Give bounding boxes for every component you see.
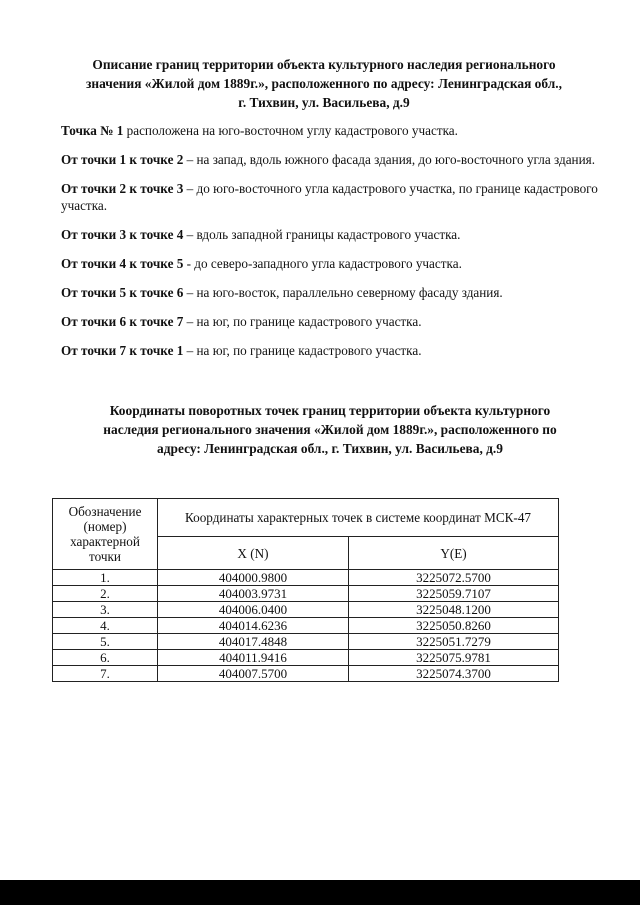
x-coordinate: 404017.4848 [158,634,349,650]
y-coordinate: 3225050.8260 [349,618,559,634]
paragraph-text: – до юго-восточного угла кадастрового участка, по границе кадастрового участка. [61,181,598,213]
table-row [53,586,559,602]
point-number: 3. [53,602,158,618]
x-coordinate: 404011.9416 [158,650,349,666]
y-coordinate: 3225059.7107 [349,586,559,602]
table-row [53,602,559,618]
point-number: 2. [53,586,158,602]
scan-border [0,880,640,905]
coordinates-heading [52,401,608,458]
point-designation-header: Обозначение (номер) характерной точки [53,499,158,570]
paragraph-text: – на юг, по границе кадастрового участка. [183,343,422,358]
paragraph-lead: От точки 3 к точке 4 [61,227,184,242]
paragraph-text: - до северо-западного угла кадастрового участка. [183,256,462,271]
point-number: 4. [53,618,158,634]
paragraph-lead: От точки 6 к точке 7 [61,314,184,329]
paragraph-text: – вдоль западной границы кадастрового участка. [183,227,461,242]
x-coordinate: 404003.9731 [158,586,349,602]
paragraph-lead: От точки 4 к точке 5 [61,256,184,271]
paragraph-lead: От точки 7 к точке 1 [61,343,184,358]
paragraph-lead: Точка № 1 [61,123,124,138]
coordinates-system-header: Координаты характерных точек в системе координат МСК-47 [158,499,559,537]
table-header-row [53,499,559,537]
boundary-description-list [61,122,606,371]
heading-line: наследия регионального значения «Жилой дом 1889г.», расположенного по [103,422,557,437]
y-coordinate: 3225072.5700 [349,570,559,586]
boundary-paragraph [61,122,606,139]
y-coordinate: 3225074.3700 [349,666,559,682]
table-row [53,634,559,650]
x-coordinate: 404007.5700 [158,666,349,682]
paragraph-text: – на запад, вдоль южного фасада здания, до юго-восточного угла здания. [183,152,596,167]
paragraph-text: – на юго-восток, параллельно северному фасаду здания. [183,285,503,300]
table-row [53,618,559,634]
x-coordinate: 404014.6236 [158,618,349,634]
point-number: 1. [53,570,158,586]
paragraph-text: – на юг, по границе кадастрового участка. [183,314,422,329]
boundary-paragraph [61,226,606,243]
boundary-paragraph [61,151,606,168]
boundary-paragraph [61,342,606,359]
y-column-header: Y(E) [349,537,559,570]
heading-line: адресу: Ленинградская обл., г. Тихвин, ул. Васильева, д.9 [157,441,503,456]
point-number: 5. [53,634,158,650]
table-row [53,570,559,586]
boundary-description-heading [40,55,608,112]
boundary-paragraph [61,313,606,330]
boundary-paragraph [61,180,606,214]
heading-line: г. Тихвин, ул. Васильева, д.9 [238,95,410,110]
boundary-paragraph [61,255,606,272]
point-number: 7. [53,666,158,682]
y-coordinate: 3225051.7279 [349,634,559,650]
table-row [53,650,559,666]
coordinates-table [52,498,559,682]
x-coordinate: 404006.0400 [158,602,349,618]
point-number: 6. [53,650,158,666]
paragraph-lead: От точки 2 к точке 3 [61,181,184,196]
paragraph-lead: От точки 1 к точке 2 [61,152,184,167]
heading-line: значения «Жилой дом 1889г.», расположенного по адресу: Ленинградская обл., [86,76,562,91]
heading-line: Описание границ территории объекта культурного наследия регионального [92,57,556,72]
boundary-paragraph [61,284,606,301]
x-coordinate: 404000.9800 [158,570,349,586]
paragraph-text: расположена на юго-восточном углу кадастрового участка. [123,123,458,138]
x-column-header: X (N) [158,537,349,570]
y-coordinate: 3225075.9781 [349,650,559,666]
paragraph-lead: От точки 5 к точке 6 [61,285,184,300]
y-coordinate: 3225048.1200 [349,602,559,618]
table-row [53,666,559,682]
heading-line: Координаты поворотных точек границ территории объекта культурного [109,403,551,418]
